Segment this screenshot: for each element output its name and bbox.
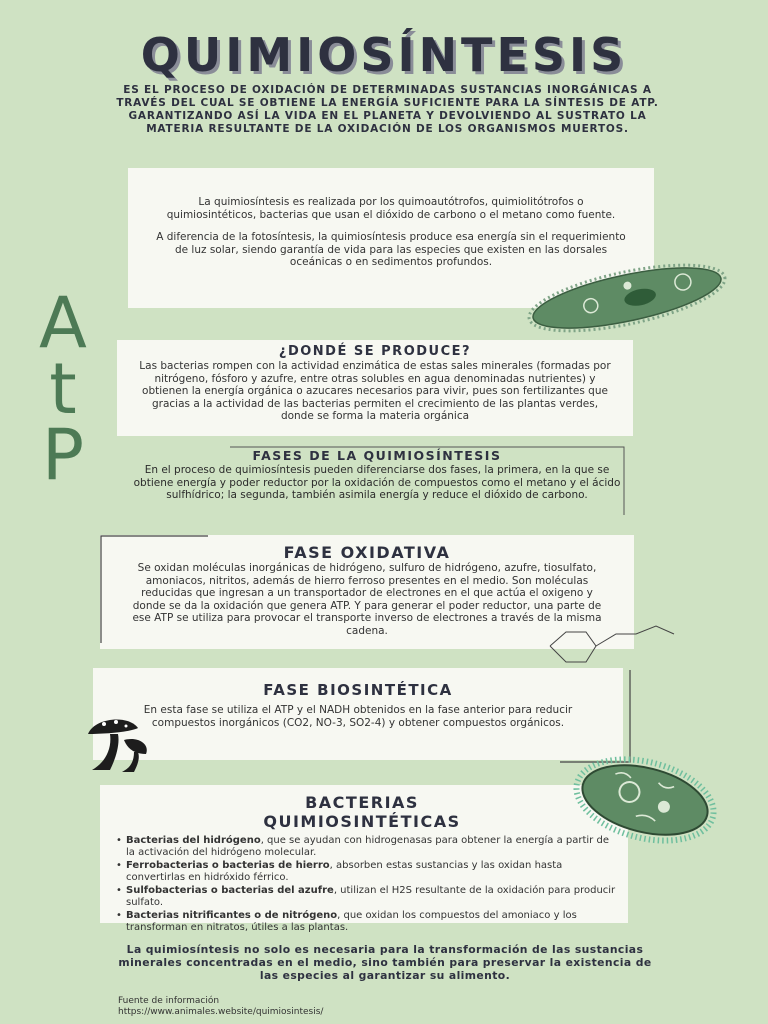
source-label: Fuente de información — [118, 996, 220, 1006]
intro-card-p1: La quimiosíntesis es realizada por los quimoautótrofos, quimiolitótrofos o quimiosintéticos, bacterias que usan el dióxido de carbono o el metano como fuente. — [166, 196, 616, 221]
atp-letter-t: t — [49, 348, 77, 430]
phases-text: En el proceso de quimiosíntesis pueden diferenciarse dos fases, la primera, en la que se obtiene energía y poder reductor por la oxidación de compuestos como el metano y el ácido sulfhídrico; la segunda, también asimila energía y reduce el dióxido de carbono. — [133, 464, 621, 502]
list-item: • Sulfobacterias o bacterias del azufre, utilizan el H2S resultante de la oxidación para producir sulfato. — [116, 885, 620, 908]
intro-text: ES EL PROCESO DE OXIDACIÓN DE DETERMINADAS SUSTANCIAS INORGÁNICAS A TRAVÉS DEL CUAL SE OBTIENE LA ENERGÍA SUFICIENTE PARA LA SÍNTESIS DE ATP. GARANTIZANDO ASÍ LA VIDA EN EL PLANETA Y DEVOLVIENDO AL SUSTRATO LA MATERIA RESULTANTE DE LA OXIDACIÓN DE LOS ORGANISMOS MUERTOS. — [116, 84, 659, 135]
biosynthetic-card — [93, 668, 623, 760]
bacteria-list — [104, 835, 620, 933]
bacteria-heading-line1: BACTERIAS — [305, 793, 419, 812]
mushroom-illustration — [80, 714, 152, 776]
oxidative-bracket — [100, 535, 210, 645]
atp-letters — [18, 282, 108, 496]
oxidative-text: Se oxidan moléculas inorgánicas de hidrógeno, sulfuro de hidrógeno, azufre, tiosulfato, amoniacos, nitritos, además de hierro ferroso presentes en el medio. Son moléculas reducidas que ingresan a un transportador de electrones en el que actúa el oxigeno y donde se da la oxidación que genera ATP. Y para generar el poder reductor, una parte de ese ATP se utiliza para provocar el transporte inverso de electrones a través de la misma cadena. — [132, 562, 602, 637]
molecule-icon — [548, 620, 678, 670]
intro-card-p2: A diferencia de la fotosíntesis, la quimiosíntesis produce esa energía sin el requerimiento de luz solar, siendo garantía de vida para las especies que existen en las dorsales oceánicas o en sedimentos profundos. — [156, 231, 626, 269]
biosynthetic-heading: FASE BIOSINTÉTICA — [263, 681, 453, 699]
atp-letter-p: P — [41, 414, 85, 496]
page-title: QUIMIOSÍNTESIS — [140, 28, 628, 82]
bacteria-card — [100, 785, 628, 933]
list-item: • Bacterias nitrificantes o de nitrógeno, que oxidan los compuestos del amoniaco y los transforman en nitratos, útiles a las plantas. — [116, 910, 620, 933]
biosynthetic-bracket — [560, 668, 632, 764]
paramecium-illustration — [520, 258, 735, 338]
oxidative-heading: FASE OXIDATIVA — [283, 543, 451, 562]
where-text: Las bacterias rompen con la actividad enzimática de estas sales minerales (formadas por nitrógeno, fósforo y azufre, entre otras solubles en agua denominadas nutrientes) y obtienen la energía orgánica o azucares necesarios para vivir, pues son fertilizantes que gracias a la actividad de las bacterias permiten el crecimiento de las plantas verdes, donde se forma la materia orgánica — [139, 360, 611, 423]
atp-letter-a: A — [39, 282, 87, 364]
conclusion-text: La quimiosíntesis no solo es necesaria para la transformación de las sustancias minerales concentradas en el medio, sino también para preservar la existencia de las especies al garantizar su alimento. — [118, 943, 652, 983]
phases-heading: FASES DE LA QUIMIOSÍNTESIS — [252, 448, 502, 463]
phases-bracket — [230, 446, 628, 516]
bacterium-illustration — [570, 752, 720, 848]
source-link[interactable]: https://www.animales.website/quimiosintesis/ — [118, 1007, 324, 1017]
list-item: • Ferrobacterias o bacterias de hierro, absorben estas sustancias y las oxidan hasta convertirlas en hidróxido férrico. — [116, 860, 620, 883]
where-heading: ¿DONDÉ SE PRODUCE? — [278, 344, 472, 359]
where-card — [117, 340, 633, 436]
list-item: • Bacterias del hidrógeno, que se ayudan con hidrogenasas para obtener la energía a partir de la activación del hidrógeno molecular. — [116, 835, 620, 858]
bacteria-heading-line2: QUIMIOSINTÉTICAS — [263, 812, 461, 831]
source-block — [118, 996, 323, 1018]
bacteria-heading — [104, 793, 620, 831]
biosynthetic-text: En esta fase se utiliza el ATP y el NADH obtenidos en la fase anterior para reducir compuestos inorgánicos (CO2, NO-3, SO2-4) y obtener compuestos orgánicos. — [143, 704, 573, 729]
